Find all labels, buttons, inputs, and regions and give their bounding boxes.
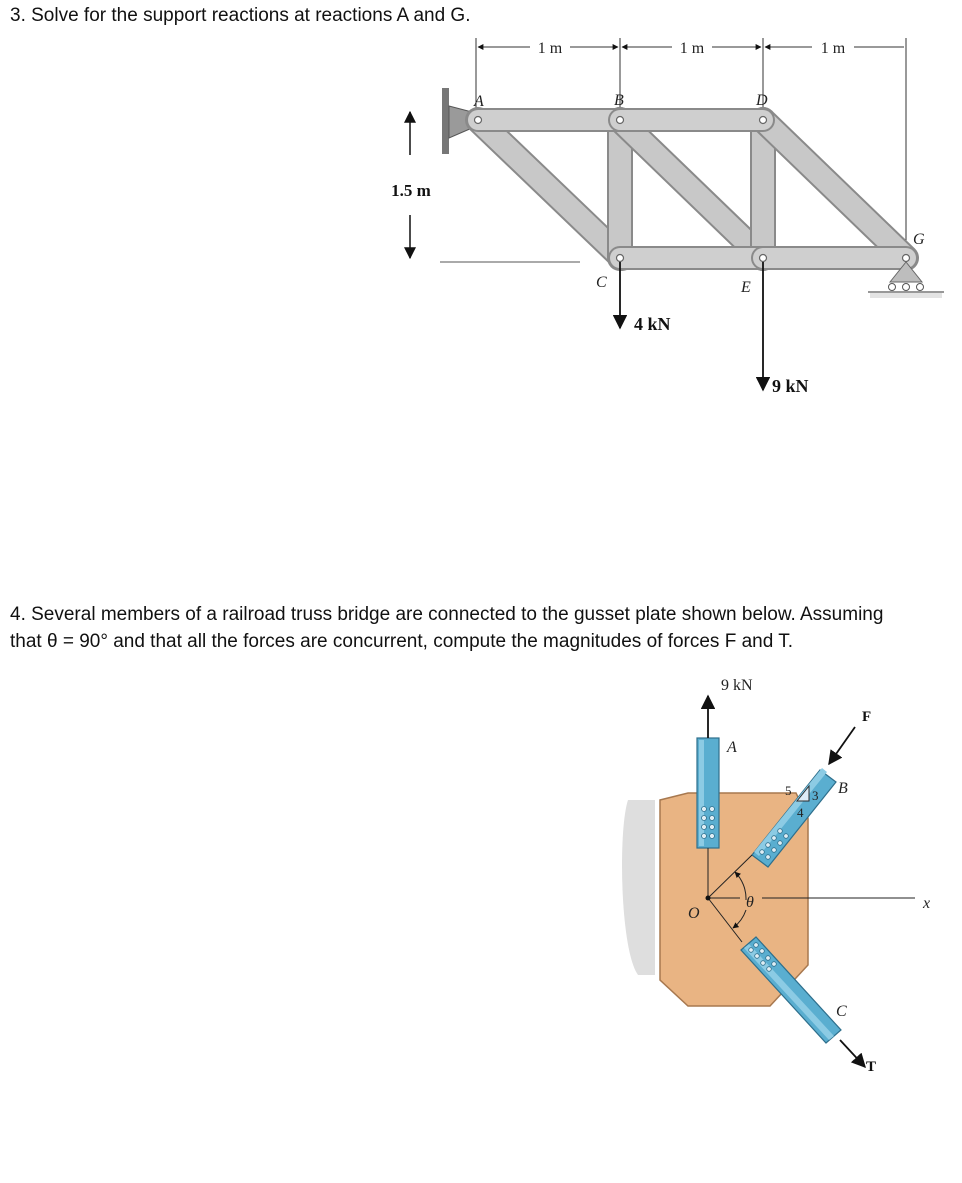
member-be xyxy=(620,120,763,258)
origin-label: O xyxy=(688,905,700,922)
dim-label-dg: 1 m xyxy=(820,40,846,57)
force-label-f: F xyxy=(862,709,872,725)
node-label-b: B xyxy=(614,92,624,109)
load-label-a: 9 kN xyxy=(721,677,753,694)
load-label-c: 4 kN xyxy=(634,314,671,334)
pin-g xyxy=(903,255,910,262)
truss-members xyxy=(478,120,906,258)
slope-label-4: 4 xyxy=(797,805,804,820)
pin-c xyxy=(617,255,624,262)
truss-figure xyxy=(391,38,944,396)
origin-point xyxy=(706,896,711,901)
member-label-c: C xyxy=(836,1003,847,1020)
gusset-figure xyxy=(622,677,930,1075)
member-label-a: A xyxy=(727,739,737,756)
angle-label-theta: θ xyxy=(746,894,754,911)
force-arrow-f xyxy=(829,727,855,764)
member-dg xyxy=(763,120,906,258)
load-label-e: 9 kN xyxy=(772,376,809,396)
force-arrow-t xyxy=(840,1040,865,1067)
node-label-c: C xyxy=(596,274,607,291)
dim-label-bd: 1 m xyxy=(679,40,705,57)
slope-label-3: 3 xyxy=(812,788,819,803)
node-label-d: D xyxy=(756,92,768,109)
pin-d xyxy=(760,117,767,124)
force-label-t: T xyxy=(866,1059,877,1075)
node-label-a: A xyxy=(474,93,484,110)
dim-label-ab: 1 m xyxy=(537,40,563,57)
member-ac xyxy=(478,120,622,258)
problem-3-text: 3. Solve for the support reactions at reactions A and G. xyxy=(10,5,471,26)
dim-label-height: 1.5 m xyxy=(391,181,431,200)
pin-b xyxy=(617,117,624,124)
axis-label-x: x xyxy=(923,895,931,912)
node-label-g: G xyxy=(913,231,925,248)
slope-label-5: 5 xyxy=(785,783,792,798)
member-label-b: B xyxy=(838,780,848,797)
gusset-shadow xyxy=(622,800,655,975)
node-label-e: E xyxy=(741,279,751,296)
pin-e xyxy=(760,255,767,262)
problem-4-text: 4. Several members of a railroad truss bridge are connected to the gusset plate shown below. Assuming that θ = 90° and that all the forces are concurrent, compute the magnitudes of forces F and T. xyxy=(10,604,884,652)
member-a xyxy=(697,738,719,848)
pin-a xyxy=(475,117,482,124)
